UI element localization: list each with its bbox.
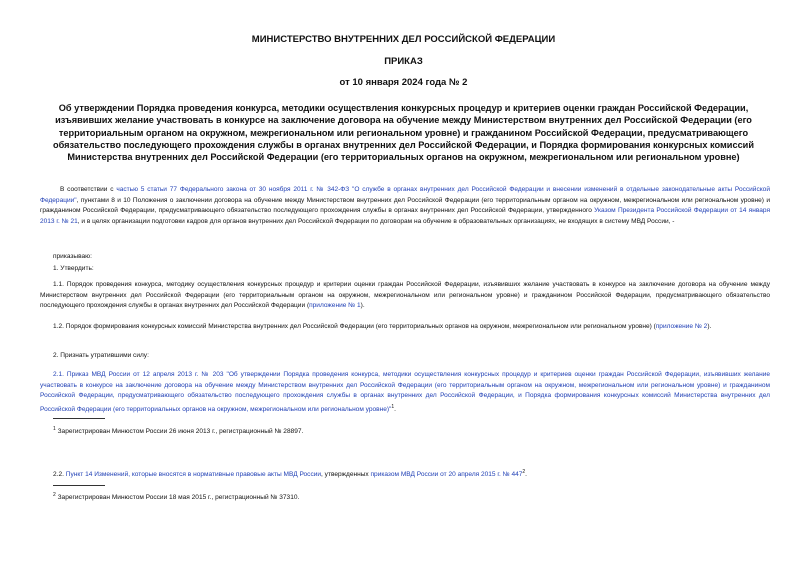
- footnote-2: [53, 490, 299, 504]
- link-order-447[interactable]: приказом МВД России от 20 апреля 2015 г. № 447: [370, 471, 523, 479]
- footnote-2-text: Зарегистрирован Минюстом России 18 мая 2015 г., регистрационный № 37310.: [55, 494, 300, 502]
- item-2-2: [53, 467, 770, 481]
- item-2: 2. Признать утратившими силу:: [53, 352, 149, 359]
- link-presidential-decree[interactable]: Указом Президента Российской Федерации от 14 января 2013 г. № 21: [40, 207, 770, 226]
- footnote-1: [53, 424, 303, 438]
- intro-text-1: В соответствии с: [60, 186, 117, 193]
- intro-text-3: , и в целях организации подготовки кадров для органов внутренних дел Российской Федерации по договорам на обучение в образовательных организациях, не входящих в систему МВД России, -: [77, 218, 675, 226]
- footnote-ref-1[interactable]: 1: [391, 404, 395, 411]
- item-1-1-text: 1.1. Порядок проведения конкурса, методику осуществления конкурсных процедур и критерии оценки граждан Российской Федерации, изъявивших желание участвовать в конкурсе на заключение договора на обучение между Министерством внутренних дел Российской Федерации (его территориальным органом на окружном, межрегиональном или региональном уровне) и гражданином Российской Федерации, предусматривающего обязательство последующего прохождения службы в органах внутренних дел Российской Федерации (: [40, 281, 770, 310]
- item-2-1: [40, 370, 770, 416]
- item-2-2-text-1: 2.2.: [53, 471, 66, 479]
- link-changes-item-14[interactable]: Пункт 14 Изменений, которые вносятся в нормативные правовые акты МВД России: [65, 471, 322, 479]
- order-word: приказываю:: [53, 253, 92, 260]
- item-2-2-text-2: , утвержденных: [321, 471, 371, 479]
- footnote-1-text: Зарегистрирован Минюстом России 26 июня 2013 г., регистрационный № 28897.: [55, 428, 304, 436]
- footnote-ref-2[interactable]: 2: [522, 469, 526, 475]
- item-1-1-end: ).: [360, 302, 365, 310]
- link-appendix-1[interactable]: приложение № 1: [309, 302, 361, 310]
- intro-paragraph: [40, 185, 770, 228]
- document-date-number: от 10 января 2024 года № 2: [339, 77, 468, 88]
- item-1-1: [40, 280, 770, 312]
- link-federal-law[interactable]: частью 5 статьи 77 Федерального закона от 30 ноября 2011 г. № 342-ФЗ "О службе в органах внутренних дел Российской Федерации и внесении изменений в отдельные законодательные акты Российской Федерации": [40, 186, 770, 204]
- item-1: 1. Утвердить:: [53, 265, 94, 272]
- footnote-2-mark: 2: [53, 492, 56, 498]
- ministry-name: МИНИСТЕРСТВО ВНУТРЕННИХ ДЕЛ РОССИЙСКОЙ ФЕДЕРАЦИИ: [251, 34, 556, 45]
- item-1-2: [40, 322, 770, 333]
- footnote-1-mark: 1: [53, 426, 56, 432]
- intro-text-2: , пунктами 8 и 10 Положения о заключении договора на обучение между Министерством внутренних дел Российской Федерации (его территориальным органом на окружном, межрегиональном или региональном уровне) и гражданином Российской Федерации, предусматривающего обязательство последующего прохождения службы в органах внутренних дел Российской Федерации, утвержденного: [40, 196, 770, 215]
- item-2-2-end: .: [525, 471, 527, 479]
- item-1-2-text: 1.2. Порядок формирования конкурсных комиссий Министерства внутренних дел Российской Федерации (его территориальных органов на окружном, межрегиональном или региональном уровне) (: [53, 323, 656, 330]
- footnote-divider-1: [53, 418, 105, 419]
- footnote-divider-2: [53, 485, 105, 486]
- document-subject: Об утверждении Порядка проведения конкурса, методики осуществления конкурсных процедур и критериев оценки граждан Российской Федерации, изъявивших желание участвовать в конкурсе на заключение договора на обучение между Министерством внутренних дел Российской Федерации (его территориальным органом на окружном, межрегиональном или региональном уровне) и гражданином Российской Федерации, предусматривающего обязательство последующего прохождения службы в органах внутренних дел Российской Федерации, и Порядка формирования конкурсных комиссий Министерства внутренних дел Российской Федерации (его территориальных органов на окружном, межрегиональном или региональном уровне): [53, 103, 754, 163]
- document-type: ПРИКАЗ: [384, 56, 423, 67]
- item-2-1-end: .: [394, 406, 396, 414]
- item-1-2-end: ).: [707, 323, 712, 330]
- link-appendix-2[interactable]: приложение № 2: [655, 323, 708, 330]
- link-order-203[interactable]: 2.1. Приказ МВД России от 12 апреля 2013 г. № 203 "Об утверждении Порядка проведения конкурса, методики осуществления конкурсных процедур и критериев оценки граждан Российской Федерации, изъявивших желание участвовать в конкурсе на заключение договора на обучение между Министерством внутренних дел Российской Федерации (его территориальным органом на окружном, межрегиональном или региональном уровне) и гражданином Российской Федерации, предусматривающего обязательство последующего прохождения службы в органах внутренних дел Российской Федерации, и Порядка формирования конкурсных комиссий Министерства внутренних дел Российской Федерации (его территориальных органов на окружном, межрегиональном или региональном уровне)": [40, 371, 770, 414]
